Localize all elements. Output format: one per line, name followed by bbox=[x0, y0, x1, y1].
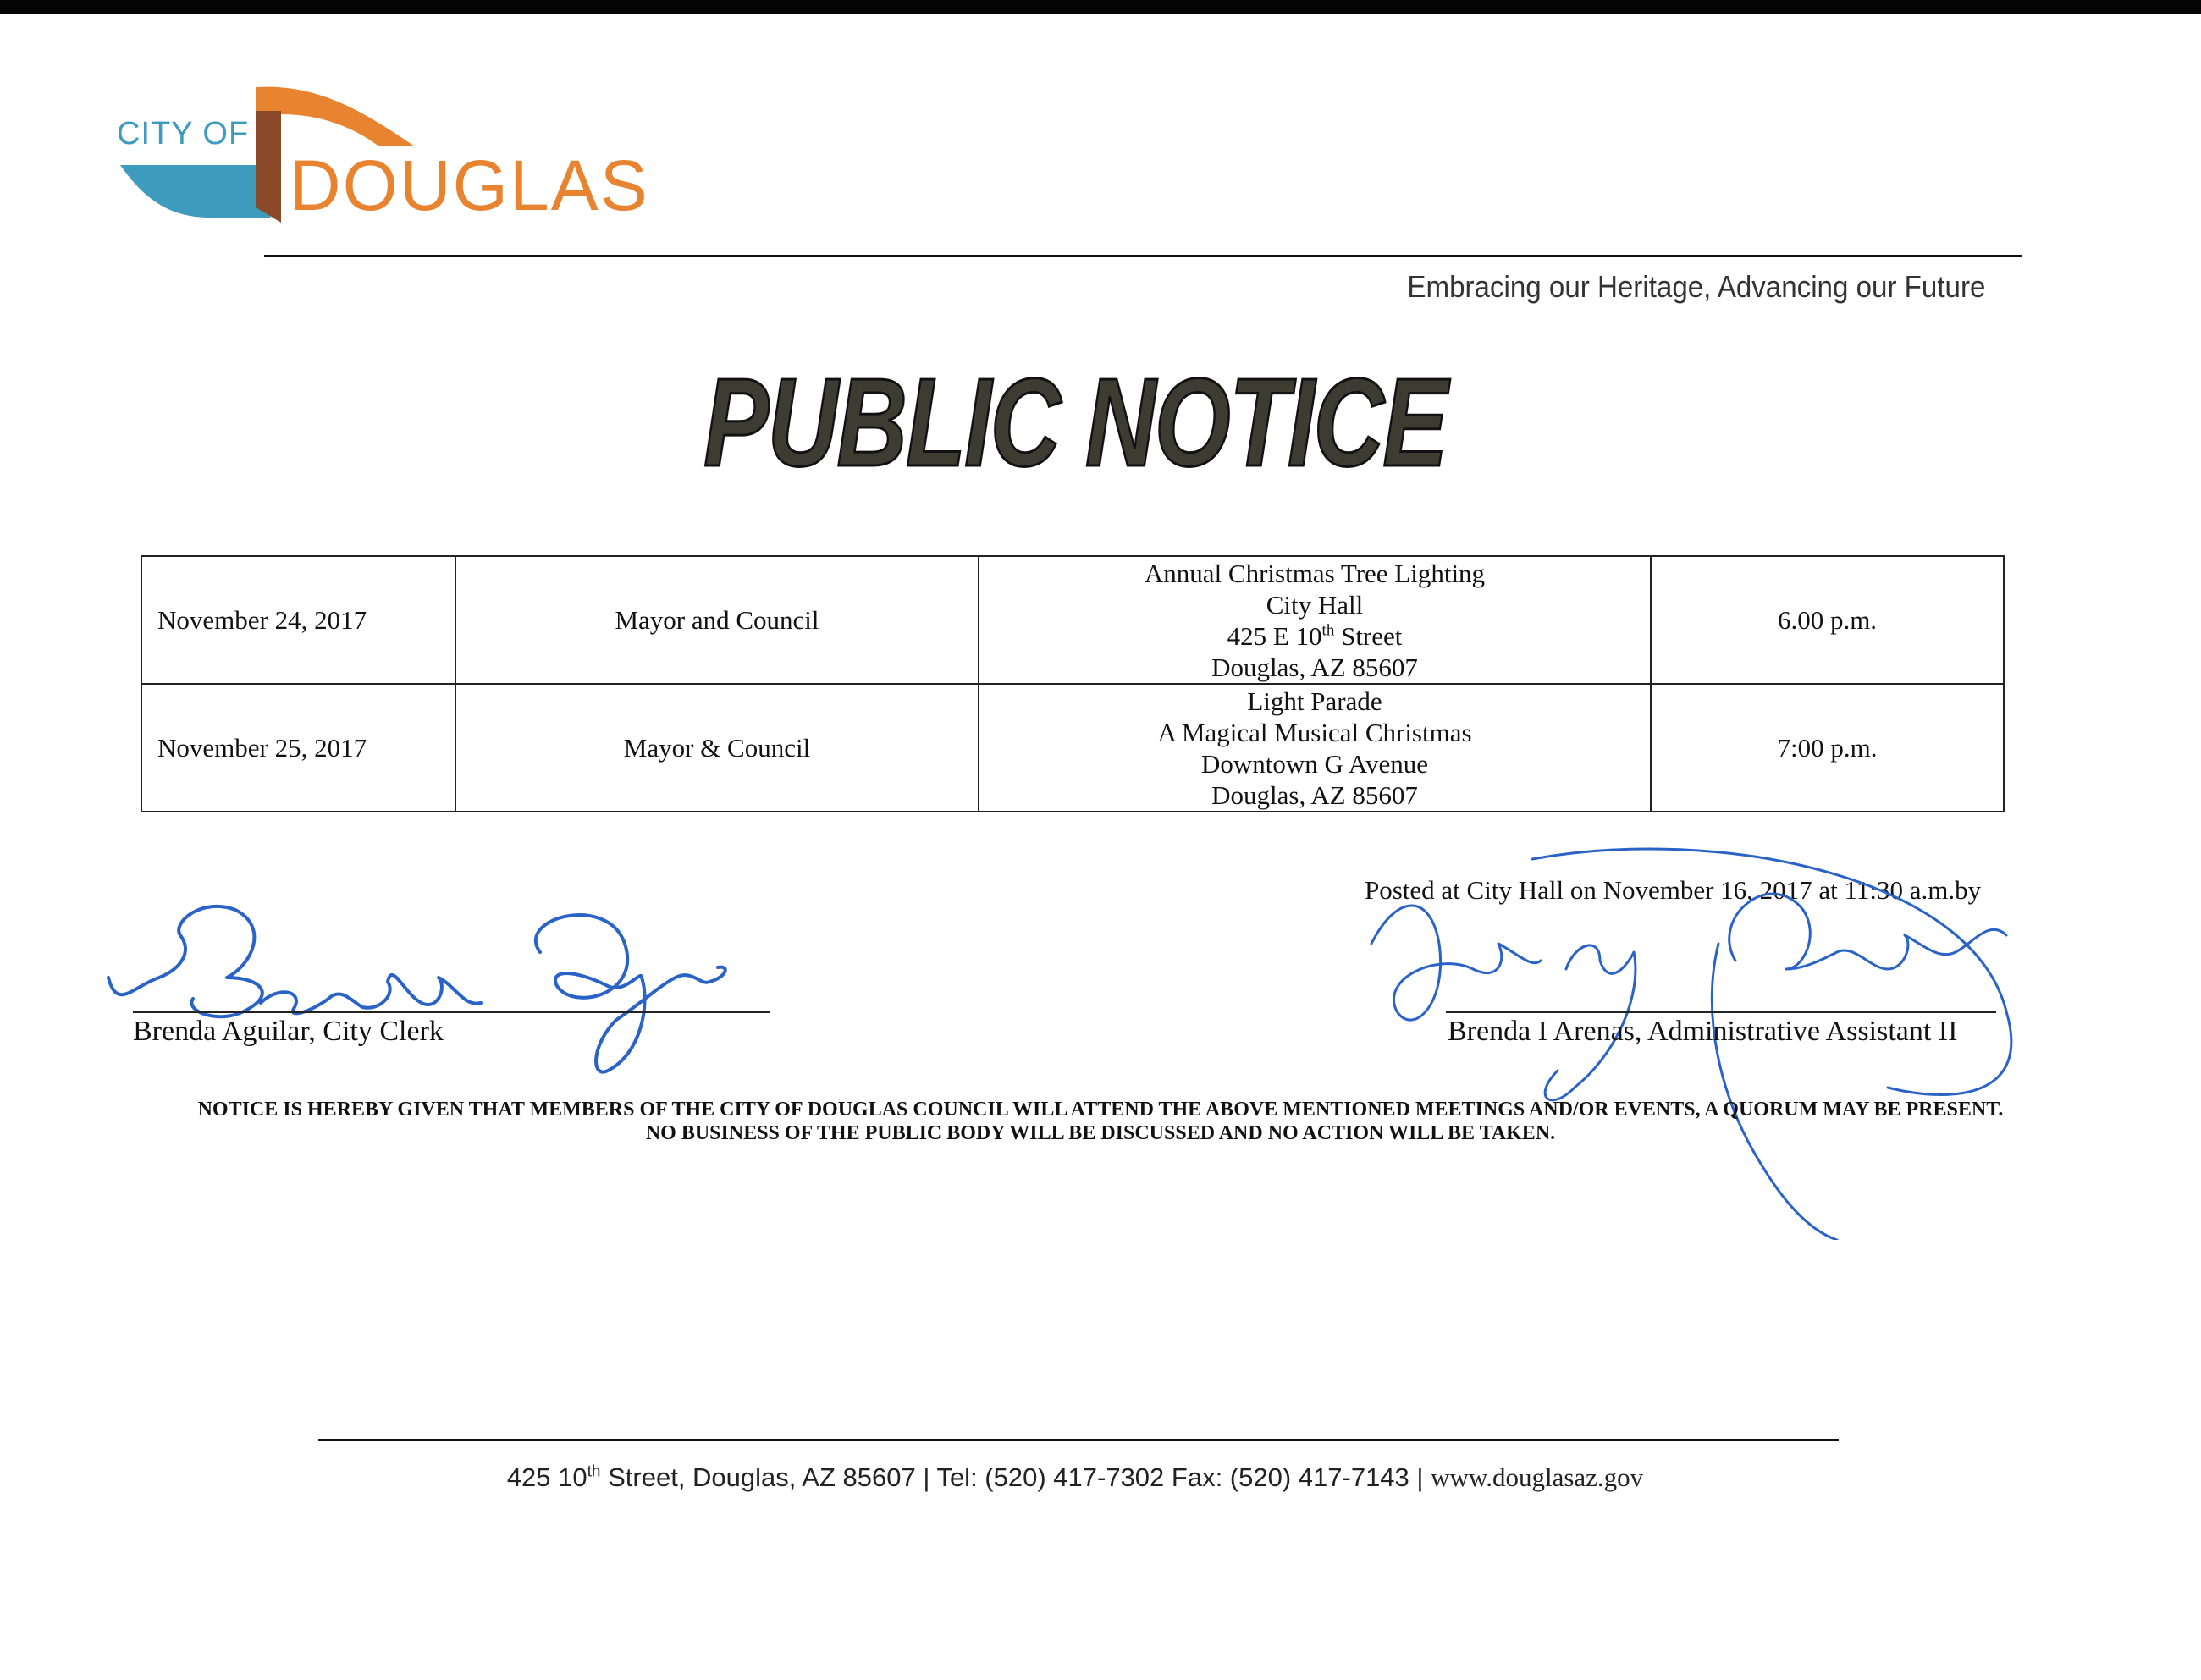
footer-contact bbox=[0, 1462, 2150, 1493]
address-number: 425 E 10 bbox=[1227, 620, 1322, 651]
event-line: Light Parade bbox=[1247, 686, 1382, 716]
scan-top-border bbox=[0, 0, 2201, 14]
header-rule bbox=[264, 255, 2022, 257]
footer-rule bbox=[318, 1439, 1839, 1441]
event-time: 6.00 p.m. bbox=[1651, 556, 2004, 684]
event-line: A Magical Musical Christmas bbox=[1157, 717, 1472, 747]
address-ordinal: th bbox=[1321, 621, 1335, 640]
event-line: Downtown G Avenue bbox=[1200, 748, 1429, 779]
logo-douglas: DOUGLAS bbox=[290, 146, 649, 225]
posted-statement: Posted at City Hall on November 16, 2017 at 11:30 a.m.by bbox=[1365, 875, 1982, 905]
assistant-name: Brenda I Arenas, Administrative Assistant II bbox=[1448, 1016, 1958, 1047]
event-time: 7:00 p.m. bbox=[1651, 684, 2004, 812]
footer-address-ordinal: th bbox=[587, 1462, 601, 1481]
footer-website: www.douglasaz.gov bbox=[1431, 1462, 1644, 1492]
clerk-signature bbox=[100, 884, 743, 1079]
clerk-name: Brenda Aguilar, City Clerk bbox=[133, 1016, 444, 1047]
assistant-signature-line bbox=[1446, 1011, 1996, 1013]
notice-line: NO BUSINESS OF THE PUBLIC BODY WILL BE DISCUSSED AND NO ACTION WILL BE TAKEN. bbox=[645, 1122, 1556, 1144]
notice-line: NOTICE IS HEREBY GIVEN THAT MEMBERS OF THE CITY OF DOUGLAS COUNCIL WILL ATTEND THE ABOVE MENTIONED MEETINGS AND/OR EVENTS, A QUORUM MAY BE PRESENT. bbox=[197, 1099, 2004, 1121]
event-line: Annual Christmas Tree Lighting bbox=[1144, 558, 1486, 588]
event-details bbox=[979, 556, 1651, 684]
event-line: Douglas, AZ 85607 bbox=[1211, 652, 1418, 682]
event-body: Mayor and Council bbox=[455, 556, 979, 684]
table-row bbox=[141, 556, 2004, 684]
footer-address-rest: Street, Douglas, AZ 85607 | Tel: (520) 417-7302 Fax: (520) 417-7143 | bbox=[600, 1462, 1431, 1492]
table-row bbox=[141, 684, 2004, 812]
event-line: City Hall bbox=[1266, 589, 1364, 620]
event-body: Mayor & Council bbox=[455, 684, 979, 812]
address-street: Street bbox=[1334, 620, 1403, 651]
event-details bbox=[979, 684, 1651, 812]
events-table bbox=[141, 555, 2005, 812]
event-date: November 25, 2017 bbox=[141, 684, 455, 812]
footer-address-number: 425 10 bbox=[506, 1462, 587, 1492]
city-logo bbox=[110, 80, 669, 233]
event-line: Douglas, AZ 85607 bbox=[1211, 779, 1418, 810]
event-date: November 24, 2017 bbox=[141, 556, 455, 684]
quorum-notice bbox=[0, 1098, 2201, 1145]
tagline: Embracing our Heritage, Advancing our Future bbox=[1406, 269, 1985, 304]
page-title: PUBLIC NOTICE bbox=[703, 353, 1447, 493]
clerk-signature-line bbox=[133, 1011, 770, 1013]
logo-city-of: CITY OF bbox=[117, 116, 250, 151]
event-address bbox=[995, 620, 1635, 652]
